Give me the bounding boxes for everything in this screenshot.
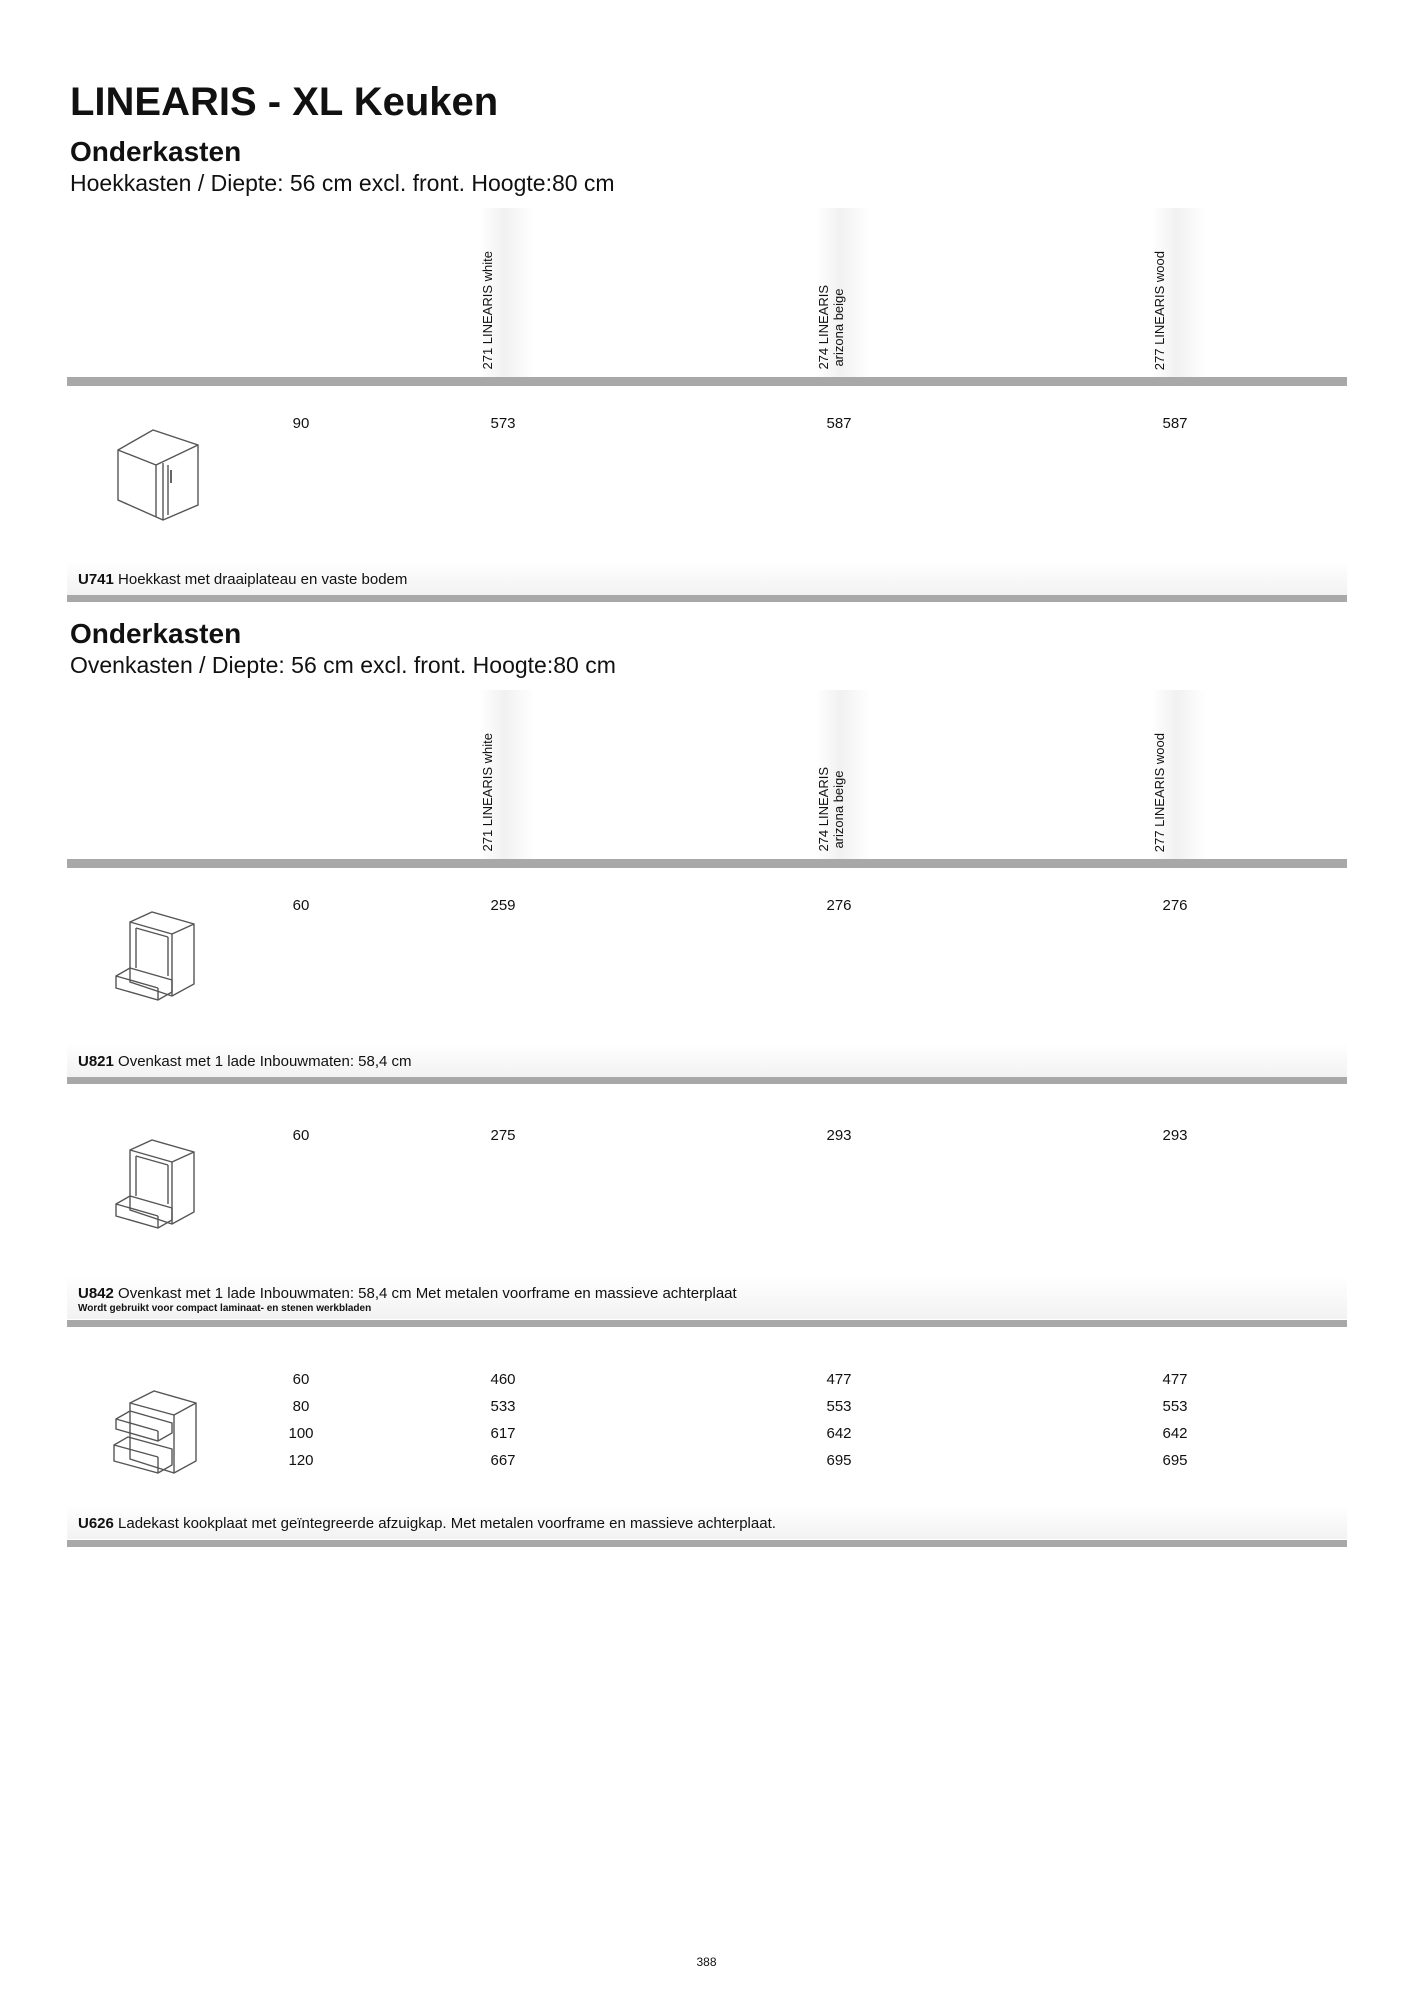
product-description: U741 Hoekkast met draaiplateau en vaste bodem [78,571,408,588]
width-value: 80 [292,1398,310,1415]
column-header-wood: 277 LINEARIS wood [1152,690,1206,860]
header-divider [67,377,1347,386]
section-subtitle: Hoekkasten / Diepte: 56 cm excl. front. Hoogte:80 cm [70,170,615,196]
price-wood: 477 [1162,1371,1188,1388]
price-white: 460 [490,1371,516,1388]
product-code: U842 [78,1285,114,1302]
product-note: Wordt gebruikt voor compact laminaat- en stenen werkbladen [78,1303,372,1314]
price-wood: 695 [1162,1452,1188,1469]
column-header-wood: 277 LINEARIS wood [1152,208,1206,378]
oven-cabinet-icon [112,1138,212,1238]
price-beige-values [804,1366,874,1474]
price-white: 275 [490,1127,516,1144]
price-beige: 695 [826,1452,852,1469]
price-wood: 276 [1162,897,1188,914]
price-white-values [468,1366,538,1474]
row-divider [67,1540,1347,1547]
drawer-cabinet-icon [112,1385,212,1485]
row-divider [67,1077,1347,1084]
width-value: 120 [288,1452,314,1469]
price-beige: 276 [826,897,852,914]
column-header-white: 271 LINEARIS white [480,690,534,860]
row-divider [67,1320,1347,1327]
column-header-beige: 274 LINEARIS arizona beige [816,208,870,378]
product-description: U842 Ovenkast met 1 lade Inbouwmaten: 58,4 cm Met metalen voorframe en massieve achterplaat [78,1285,737,1302]
product-code: U626 [78,1515,114,1532]
price-wood: 642 [1162,1425,1188,1442]
corner-cabinet-icon [108,425,208,525]
price-beige: 642 [826,1425,852,1442]
row-divider [67,595,1347,602]
oven-cabinet-icon [112,910,212,1010]
section-title: Onderkasten [70,618,242,649]
product-description: U626 Ladekast kookplaat met geïntegreerde afzuigkap. Met metalen voorframe en massieve achterplaat. [78,1515,776,1532]
page-number: 388 [696,1955,717,1969]
price-beige: 587 [826,415,852,432]
width-value: 100 [288,1425,314,1442]
product-code: U821 [78,1053,114,1070]
header-divider [67,859,1347,868]
column-header-white: 271 LINEARIS white [480,208,534,378]
price-white: 259 [490,897,516,914]
width-values [266,1366,336,1474]
width-value: 60 [292,897,310,914]
price-white: 617 [490,1425,516,1442]
price-wood: 293 [1162,1127,1188,1144]
price-beige: 293 [826,1127,852,1144]
column-header-beige: 274 LINEARIS arizona beige [816,690,870,860]
price-white: 573 [490,415,516,432]
page-title: LINEARIS - XL Keuken [70,80,499,124]
price-wood-values [1140,1366,1210,1474]
price-wood: 553 [1162,1398,1188,1415]
price-beige: 477 [826,1371,852,1388]
price-beige: 553 [826,1398,852,1415]
width-value: 60 [292,1127,310,1144]
section-subtitle: Ovenkasten / Diepte: 56 cm excl. front. Hoogte:80 cm [70,652,616,678]
price-white: 533 [490,1398,516,1415]
width-value: 90 [292,415,310,432]
product-code: U741 [78,571,114,588]
price-wood: 587 [1162,415,1188,432]
section-title: Onderkasten [70,136,242,167]
width-value: 60 [292,1371,310,1388]
product-description: U821 Ovenkast met 1 lade Inbouwmaten: 58,4 cm [78,1053,412,1070]
price-white: 667 [490,1452,516,1469]
